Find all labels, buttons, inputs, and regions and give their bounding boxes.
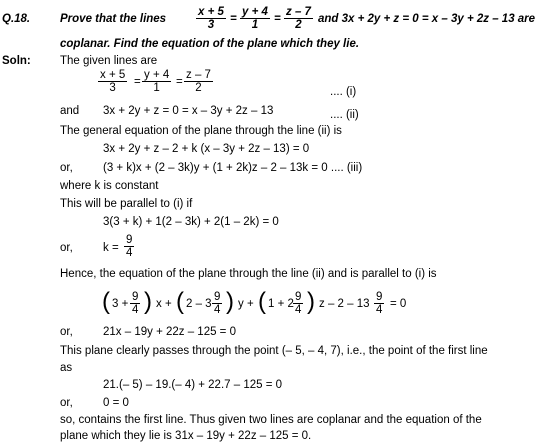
question-text-start: Prove that the lines: [60, 13, 167, 25]
line2-equation: 3x + 2y + z = 0 = x – 3y + 2z – 13: [103, 105, 274, 117]
k-value-fraction: [124, 234, 134, 259]
conclusion-line2: plane which they lie is 31x – 19y + 22z – 125 = 0.: [60, 430, 312, 442]
question-text-end: and 3x + 2y + z = 0 = x – 3y + 2z – 13 are: [318, 13, 536, 25]
paren-open: (: [102, 288, 110, 315]
term2-text: 2 – 3: [186, 298, 212, 310]
or-label: or,: [60, 397, 73, 409]
fraction-numerator: 9: [126, 234, 133, 246]
term4-fraction: [374, 291, 384, 316]
fraction-numerator: x + 5: [100, 69, 126, 81]
question-fraction-x: [196, 6, 226, 31]
passes-text-line2: as: [60, 362, 73, 374]
hence-text: Hence, the equation of the plane through the line (ii) and is parallel to (i) is: [60, 268, 437, 280]
fraction-denominator: 3: [207, 19, 215, 31]
fraction-denominator: 1: [251, 19, 259, 31]
solution-label: Soln:: [2, 55, 31, 67]
and-label: and: [60, 105, 80, 117]
equals-sign: =: [230, 13, 237, 25]
fraction-numerator: y + 4: [242, 6, 268, 18]
or-label: or,: [60, 242, 73, 254]
fraction-denominator: 1: [153, 82, 160, 94]
y-term: y +: [238, 298, 254, 310]
general-equation-text: The general equation of the plane through the line (ii) is: [60, 125, 342, 137]
paren-close: ): [226, 288, 234, 315]
equation-tag-ii: .... (ii): [330, 109, 359, 121]
fraction-denominator: 4: [132, 304, 139, 316]
paren-close: ): [144, 288, 152, 315]
passes-text-line1: This plane clearly passes through the point (– 5, – 4, 7), i.e., the point of the first line: [60, 345, 488, 357]
general-equation: 3x + 2y + z – 2 + k (x – 3y + 2z – 13) = 0: [103, 143, 310, 155]
paren-close: ): [307, 288, 315, 315]
line1-fraction-x: [98, 69, 127, 94]
term1-text: 3 +: [112, 298, 129, 310]
term3-fraction: [293, 291, 303, 316]
question-fraction-y: [240, 6, 270, 31]
fraction-numerator: 9: [376, 291, 383, 303]
parallel-condition-text: This will be parallel to (i) if: [60, 198, 193, 210]
term3-text: 1 + 2: [268, 298, 294, 310]
fraction-denominator: 4: [376, 304, 383, 316]
conclusion-line1: so, contains the first line. Thus given two lines are coplanar and the equation of the: [60, 414, 482, 426]
question-text-line2: coplanar. Find the equation of the plane which they lie.: [60, 38, 360, 50]
z-term: z – 2 – 13: [319, 298, 370, 310]
question-number: Q.18.: [2, 13, 31, 25]
fraction-numerator: 9: [132, 291, 139, 303]
or-label: or,: [60, 326, 73, 338]
term1-fraction: [130, 291, 140, 316]
fraction-numerator: 9: [214, 291, 221, 303]
fraction-numerator: z – 7: [186, 69, 211, 81]
x-term: x +: [156, 298, 172, 310]
fraction-denominator: 4: [295, 304, 302, 316]
fraction-denominator: 2: [295, 19, 302, 31]
fraction-numerator: x + 5: [198, 6, 224, 18]
final-plane-equation: 21x – 19y + 22z – 125 = 0: [103, 326, 236, 338]
fraction-denominator: 4: [126, 247, 133, 259]
equals-sign: =: [274, 13, 281, 25]
equals-zero: = 0: [390, 298, 407, 310]
fraction-numerator: y + 4: [144, 69, 170, 81]
fraction-denominator: 4: [214, 304, 221, 316]
substitution-equation: 21.(– 5) – 19.(– 4) + 22.7 – 125 = 0: [103, 379, 283, 391]
equals-sign: =: [176, 76, 183, 88]
question-fraction-z: [284, 6, 313, 31]
line1-fraction-y: [142, 69, 171, 94]
fraction-numerator: z – 7: [286, 6, 311, 18]
line1-fraction-z: [184, 69, 213, 94]
parallel-equation: 3(3 + k) + 1(2 – 3k) + 2(1 – 2k) = 0: [103, 216, 279, 228]
k-equals: k =: [103, 242, 119, 254]
fraction-numerator: 9: [295, 291, 302, 303]
equation-tag-i: .... (i): [330, 86, 357, 98]
where-k-text: where k is constant: [60, 180, 159, 192]
fraction-denominator: 2: [195, 82, 202, 94]
paren-open: (: [258, 288, 266, 315]
term2-fraction: [212, 291, 222, 316]
equation-iii: (3 + k)x + (2 – 3k)y + (1 + 2k)z – 2 – 13k = 0 .... (iii): [103, 162, 363, 174]
paren-open: (: [176, 288, 184, 315]
given-lines-text: The given lines are: [60, 55, 158, 67]
equals-sign: =: [134, 76, 141, 88]
fraction-denominator: 3: [109, 82, 116, 94]
or-label: or,: [60, 162, 73, 174]
zero-equals-zero: 0 = 0: [103, 397, 129, 409]
